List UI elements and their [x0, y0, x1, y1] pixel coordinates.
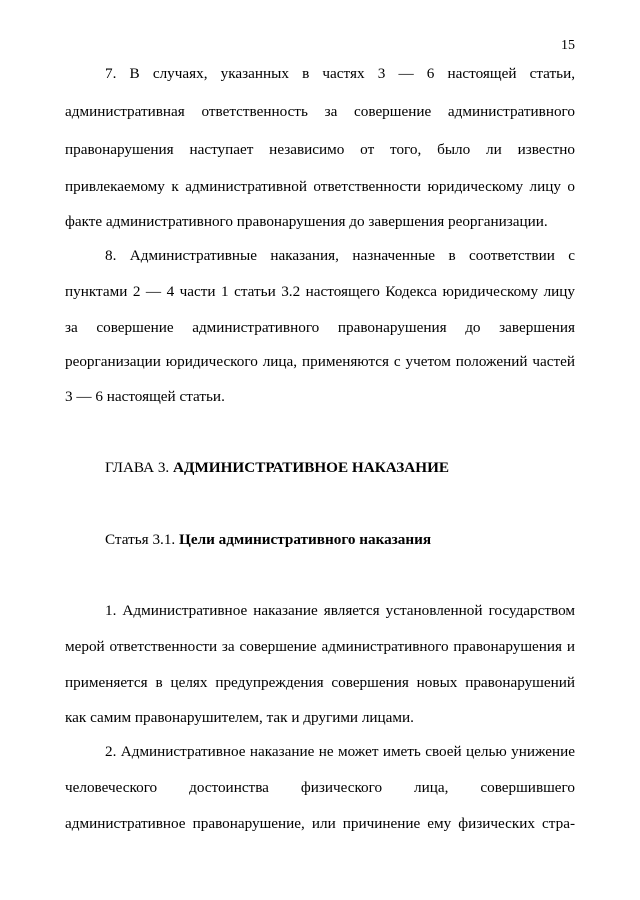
art-para1-line-1: 1. Административное наказание является установленной государством	[105, 602, 575, 619]
para8-line-2: пунктами 2 — 4 части 1 статьи 3.2 настоящего Кодекса юридическому лицу	[65, 283, 575, 300]
para7-line-4: привлекаемому к административной ответственности юридическому лицу о	[65, 178, 575, 195]
art-para2-line-3: административное правонарушение, или причинение ему физических стра-	[65, 815, 575, 832]
chapter-title: АДМИНИСТРАТИВНОЕ НАКАЗАНИЕ	[173, 459, 450, 476]
para8-line-1: 8. Административные наказания, назначенные в соответствии с	[105, 247, 575, 264]
para7-line-2: административная ответственность за совершение административного	[65, 103, 575, 120]
chapter-prefix: ГЛАВА 3.	[105, 459, 174, 476]
art-para2-line-1: 2. Административное наказание не может иметь своей целью унижение	[105, 743, 575, 760]
para8-line-4: реорганизации юридического лица, применяются с учетом положений частей	[65, 353, 575, 370]
article-prefix: Статья 3.1.	[105, 531, 180, 548]
art-para1-line-4: как самим правонарушителем, так и другими лицами.	[65, 709, 414, 726]
para7-line-5: факте административного правонарушения до завершения реорганизации.	[65, 213, 548, 230]
page-number: 15	[561, 38, 575, 53]
chapter-heading	[105, 459, 449, 477]
para7-line-3: правонарушения наступает независимо от того, было ли известно	[65, 141, 575, 158]
para8-line-5: 3 — 6 настоящей статьи.	[65, 388, 225, 405]
art-para2-line-2: человеческого достоинства физического лица, совершившего	[65, 779, 575, 796]
article-heading	[105, 531, 431, 549]
para8-line-3: за совершение административного правонарушения до завершения	[65, 319, 575, 336]
para7-line-1: 7. В случаях, указанных в частях 3 — 6 настоящей статьи,	[105, 65, 575, 82]
article-title: Цели административного наказания	[179, 531, 432, 548]
art-para1-line-3: применяется в целях предупреждения совершения новых правонарушений	[65, 674, 575, 691]
art-para1-line-2: мерой ответственности за совершение административного правонарушения и	[65, 638, 575, 655]
